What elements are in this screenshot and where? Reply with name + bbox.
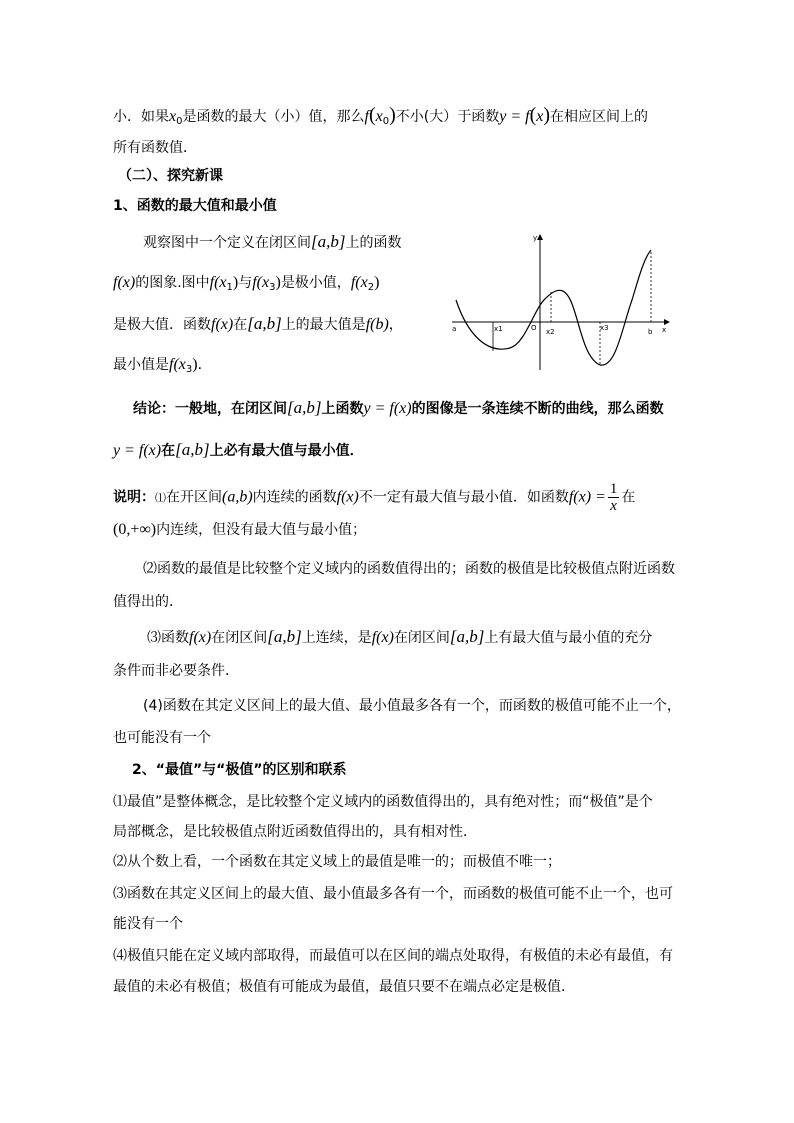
observe-line-3 [113,314,403,335]
text-span: 最小值是 [113,357,169,373]
diff-3-line-1: ⑶函数在其定义区间上的最大值、最小值最多各有一个，而函数的极值可能不止一个，也可 [113,886,673,902]
subscript: 3 [185,364,193,375]
note-2-line-1: ⑵函数的最值是比较整个定义域内的函数值得出的；函数的极值是比较极值点附近函数 [143,561,675,577]
math-interval: [a,b] [287,398,322,417]
text-span: 是函数的最大（小）值，那么 [182,109,365,125]
fraction-denominator: x [610,498,617,514]
y-axis-arrow [537,234,543,240]
function-curve [456,250,651,365]
note-4-line-1: (4)函数在其定义区间上的最大值、最小值最多各有一个，而函数的极值可能不止一个， [143,698,681,714]
math-fx3: f(x [169,356,186,373]
subheading-2: 2、“最值”与“极值”的区别和联系 [132,762,347,778]
math-interval: [a,b] [267,627,302,646]
conclusion-line-1 [133,398,664,419]
function-graph-figure [448,228,680,376]
math-fx: f(x) [371,629,394,646]
diff-2: ⑵从个数上看，一个函数在其定义域上的最值是唯一的；而极值不唯一； [113,854,561,870]
text-span: 上的最大值是 [281,317,366,333]
math-fx2: f(x [350,274,368,291]
text-span: 在 [233,317,248,333]
math-interval: [a,b] [449,627,485,646]
x3-label: x3 [600,324,609,332]
fraction-1-over-x [608,481,620,514]
note-2-line-2: 值得出的． [113,594,183,610]
note-1-line-2 [113,520,366,540]
math-fx: f(x) [113,274,136,291]
text-span: 上有最大值与最小值的充分 [484,630,653,646]
subscript: 0 [176,116,183,127]
note-3-line-1 [147,627,652,648]
b-label: b [648,328,653,336]
math-equation: y = f [499,108,530,125]
text-span: 不小(大）于函数 [395,109,500,125]
x1-label: x1 [494,325,503,333]
math-x0: x [169,108,177,125]
x-axis-label: x [662,326,667,334]
text-span: 是极大值．函数 [113,317,211,333]
subscript: 2 [367,282,375,293]
note-label: 说明： [113,489,155,506]
text-span: 在开区间 [166,489,222,506]
text-span: 上连续，是 [301,630,372,646]
text-span: ， [388,317,403,333]
origin-label: O [531,324,537,332]
note-1-line-1 [113,481,635,514]
text-span: 上必有最大值与最小值． [209,443,364,459]
math-x: x [536,108,544,125]
subscript: 1 [226,282,233,293]
math-x: x [375,108,383,125]
text-span: 与 [238,275,253,291]
observe-line-4: 最小值是$f(x_3)$． [113,356,212,375]
math-interval: [a,b] [175,440,210,459]
text-span: 上的函数 [345,235,402,251]
subscript: 3 [269,282,276,293]
note-number: ⑴ [155,491,166,505]
diff-1-line-1: ⑴最值”是整体概念，是比较整个定义域内的函数值得出的，具有绝对性；而“极值”是个 [113,794,653,810]
math-fx: f(x) [211,316,234,333]
text-span: 观察图中一个定义在闭区间 [143,235,311,251]
math-fx: f(x) = [568,488,606,506]
math-open-interval: (a,b) [222,488,253,506]
math-fx: f(x) [336,488,359,506]
text-span: 的图像是一条连续不断的曲线，那么函数 [411,401,664,417]
x-axis-arrow [664,319,670,325]
math-interval: [a,b] [311,232,346,251]
y-axis-label: y [533,234,538,242]
math-fx1: f(x [209,274,227,291]
diff-1-line-2: 局部概念，是比较极值点附近函数值得出的，具有相对性． [113,824,477,840]
subheading-1: 1、函数的最大值和最小值 [113,198,277,214]
math-equation: y = f(x) [363,400,412,417]
text-span: 在 [621,489,636,506]
text-span: 不一定有最大值与最小值．如函数 [358,489,569,506]
math-equation: y = f(x) [113,442,162,459]
text-span: 在闭区间 [211,630,268,646]
text-span: 结论：一般地，在闭区间 [133,401,287,417]
note-4-line-2: 也可能没有一个 [113,730,211,746]
text-span: 小．如果 [113,109,169,125]
math-interval: [a,b] [247,314,282,333]
diff-3-line-2: 能没有一个 [113,916,183,932]
note-3-line-2: 条件而非必要条件． [113,663,239,679]
text-span: 上函数 [321,401,364,417]
text-span: 是极小值， [280,275,351,291]
text-span: ． [197,357,212,373]
math-fx: f(x) [189,629,212,646]
section-heading: （二）、探究新课 [118,168,223,184]
a-label: a [452,325,457,333]
subscript: 0 [382,116,390,127]
text-span: 内连续的函数 [252,489,337,506]
observe-line-1 [143,232,401,253]
x2-label: x2 [546,328,555,336]
text-span: 在 [161,443,176,459]
math-fx3: f(x [252,274,270,291]
text-span: 的图象.图中 [135,275,210,291]
observe-line-2: f(x)的图象.图中$f(x_1)$与$f(x_3)$是极小值，$f(x_2)$ [113,274,380,293]
text-span: 在相应区间上的 [550,109,649,125]
math-f: f [364,108,369,125]
conclusion-line-2 [113,440,364,461]
math-range: (0,+∞) [113,521,157,538]
diff-4-line-1: ⑷极值只能在定义域内部取得，而最值可以在区间的端点处取得，有极值的未必有最值，有 [113,948,673,964]
intro-line-2: 所有函数值． [113,140,197,156]
text-span: 在闭区间 [393,630,450,646]
text-span: 内连续，但没有最大值与最小值； [156,522,367,538]
intro-line-1: 小．如果$x_0$是函数的最大（小）值，那么$f(x_0)$不小(大）于函数y = f(x)在相应区间上的 [113,104,649,127]
text-span: ⑶函数 [147,630,189,646]
math-fb: f(b) [365,316,389,333]
fraction-numerator: 1 [609,481,618,497]
diff-4-line-2: 最值的未必有极值；极值有可能成为最值，最值只要不在端点必定是极值． [113,979,575,995]
